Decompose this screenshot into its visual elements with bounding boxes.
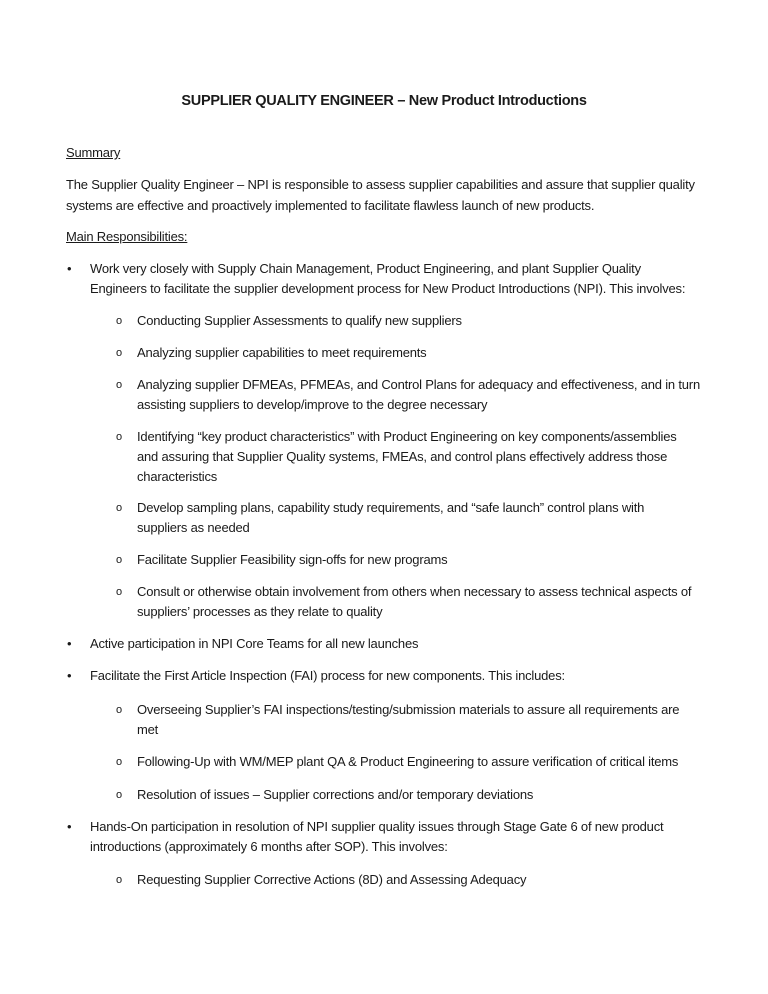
bullet-text: introductions (approximately 6 months after SOP). This involves: bbox=[90, 839, 448, 854]
bullet-text: Active participation in NPI Core Teams for all new launches bbox=[90, 636, 419, 651]
sub-bullet-icon: o bbox=[116, 315, 123, 327]
sub-bullet-icon: o bbox=[116, 874, 123, 886]
sub-bullet-text: Analyzing supplier DFMEAs, PFMEAs, and Control Plans for adequacy and effectiveness, and in turn bbox=[137, 377, 700, 392]
sub-bullet-text: assisting suppliers to develop/improve to the degree necessary bbox=[137, 397, 488, 412]
sub-bullet-text: Resolution of issues – Supplier corrections and/or temporary deviations bbox=[137, 787, 534, 802]
sub-bullet-icon: o bbox=[116, 347, 123, 359]
bullet-text: Hands-On participation in resolution of NPI supplier quality issues through Stage Gate 6 of new product bbox=[90, 819, 664, 834]
sub-bullet-text: Facilitate Supplier Feasibility sign-offs for new programs bbox=[137, 552, 448, 567]
sub-bullet-icon: o bbox=[116, 502, 123, 514]
sub-bullet-text: Overseeing Supplier’s FAI inspections/testing/submission materials to assure all requirements are bbox=[137, 702, 680, 717]
sub-bullet-icon: o bbox=[116, 431, 123, 443]
bullet-icon: • bbox=[67, 261, 72, 276]
summary-text: The Supplier Quality Engineer – NPI is responsible to assess supplier capabilities and assure that supplier quality bbox=[66, 177, 695, 192]
sub-bullet-text: characteristics bbox=[137, 469, 218, 484]
sub-bullet-text: Identifying “key product characteristics” with Product Engineering on key components/assemblies bbox=[137, 429, 677, 444]
summary-heading: Summary bbox=[66, 145, 121, 160]
sub-bullet-icon: o bbox=[116, 379, 123, 391]
sub-bullet-text: Develop sampling plans, capability study requirements, and “safe launch” control plans with bbox=[137, 500, 645, 515]
sub-bullet-text: Analyzing supplier capabilities to meet requirements bbox=[137, 345, 427, 360]
summary-text: systems are effective and proactively implemented to facilitate flawless launch of new products. bbox=[66, 198, 595, 213]
bullet-icon: • bbox=[67, 819, 72, 834]
sub-bullet-icon: o bbox=[116, 756, 123, 768]
sub-bullet-text: suppliers’ processes as they relate to quality bbox=[137, 604, 383, 619]
bullet-text: Engineers to facilitate the supplier development process for New Product Introductions (NPI). This involves: bbox=[90, 281, 686, 296]
responsibilities-heading: Main Responsibilities: bbox=[66, 229, 188, 244]
sub-bullet-text: met bbox=[137, 722, 159, 737]
sub-bullet-text: Following-Up with WM/MEP plant QA & Product Engineering to assure verification of critical items bbox=[137, 754, 679, 769]
sub-bullet-text: and assuring that Supplier Quality systems, FMEAs, and control plans effectively address those bbox=[137, 449, 668, 464]
bullet-text: Work very closely with Supply Chain Management, Product Engineering, and plant Supplier Quality bbox=[90, 261, 641, 276]
sub-bullet-icon: o bbox=[116, 554, 123, 566]
sub-bullet-text: Conducting Supplier Assessments to qualify new suppliers bbox=[137, 313, 462, 328]
bullet-icon: • bbox=[67, 636, 72, 651]
document-title: SUPPLIER QUALITY ENGINEER – New Product Introductions bbox=[181, 93, 587, 109]
sub-bullet-icon: o bbox=[116, 789, 123, 801]
sub-bullet-text: Requesting Supplier Corrective Actions (8D) and Assessing Adequacy bbox=[137, 872, 527, 887]
bullet-text: Facilitate the First Article Inspection (FAI) process for new components. This includes: bbox=[90, 668, 565, 683]
bullet-icon: • bbox=[67, 668, 72, 683]
sub-bullet-icon: o bbox=[116, 586, 123, 598]
sub-bullet-icon: o bbox=[116, 704, 123, 716]
sub-bullet-text: Consult or otherwise obtain involvement from others when necessary to assess technical aspects of bbox=[137, 584, 692, 599]
sub-bullet-text: suppliers as needed bbox=[137, 520, 250, 535]
